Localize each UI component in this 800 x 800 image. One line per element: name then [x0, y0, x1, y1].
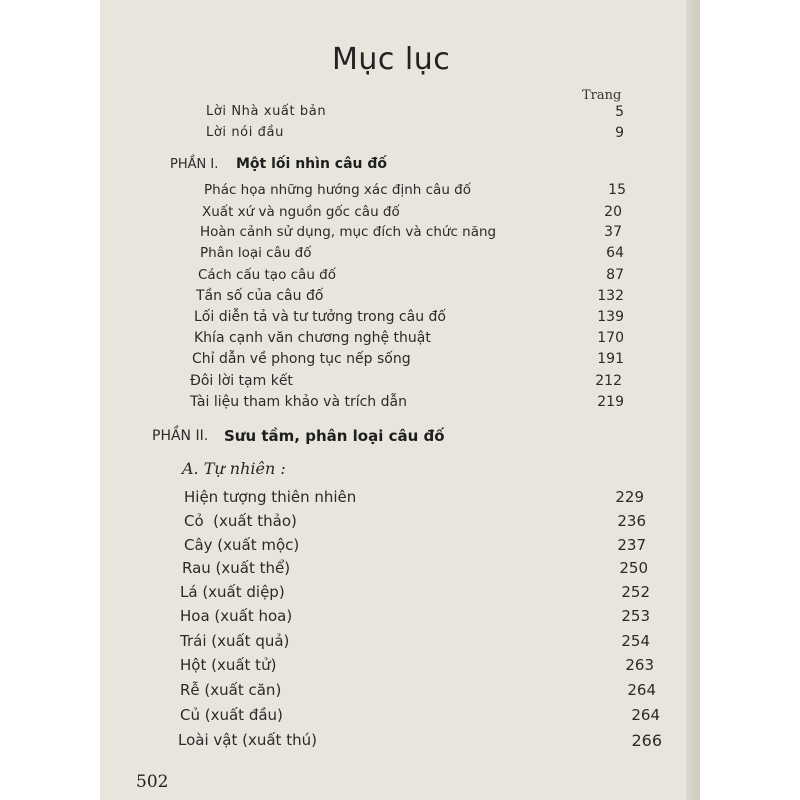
toc-entry-label: Rễ (xuất căn) [180, 681, 282, 699]
book-page [100, 0, 700, 800]
toc-entry [100, 104, 700, 126]
toc-entry-page: 139 [597, 309, 624, 325]
toc-entry-page: 20 [604, 204, 622, 220]
toc-entry [100, 182, 700, 204]
toc-entry-page: 236 [617, 512, 646, 530]
toc-entry-page: 219 [597, 394, 624, 410]
toc-entry-page: 191 [597, 351, 624, 367]
subsection-heading: A. Tự nhiên : [182, 459, 286, 478]
toc-entry-label: Lá (xuất diệp) [180, 583, 285, 601]
toc-entry-page: 37 [604, 224, 622, 240]
toc-entry-page: 87 [606, 267, 624, 283]
toc-entry-label: Hoa (xuất hoa) [180, 607, 293, 625]
toc-entry-label: Hột (xuất tử) [180, 656, 277, 674]
toc-entry-label: Củ (xuất đầu) [180, 706, 283, 724]
section-prefix: PHẦN II. [152, 428, 209, 444]
toc-entry-label: Đôi lời tạm kết [190, 373, 293, 389]
toc-entry-page: 252 [621, 583, 650, 601]
toc-entry-label: Hoàn cảnh sử dụng, mục đích và chức năng [200, 224, 497, 240]
section-title: Sưu tầm, phân loại câu đố [224, 427, 445, 445]
toc-entry-label: Lối diễn tả và tư tưởng trong câu đố [194, 309, 446, 325]
toc-entry [100, 656, 700, 678]
toc-entry-label: Lời nói đầu [206, 125, 284, 140]
toc-entry-label: Cách cấu tạo câu đố [198, 267, 336, 283]
toc-entry [100, 204, 700, 226]
toc-entry-page: 9 [615, 125, 624, 141]
toc-entry-page: 263 [625, 656, 654, 674]
toc-entry [100, 559, 700, 581]
toc-entry-page: 264 [631, 706, 660, 724]
toc-entry [100, 681, 700, 703]
toc-entry-page: 264 [627, 681, 656, 699]
toc-entry [100, 224, 700, 246]
toc-entry-label: Rau (xuất thể) [182, 559, 291, 577]
toc-entry-page: 253 [621, 607, 650, 625]
toc-entry [100, 731, 700, 753]
toc-entry-page: 64 [606, 245, 624, 261]
page-column-header: Trang [582, 88, 622, 103]
toc-entry [100, 330, 700, 352]
toc-entry-label: Chỉ dẫn về phong tục nếp sống [192, 351, 411, 367]
toc-entry [100, 351, 700, 373]
section-heading-part1 [100, 155, 700, 179]
toc-entry-label: Loài vật (xuất thú) [178, 731, 317, 749]
toc-entry-label: Tài liệu tham khảo và trích dẫn [190, 394, 407, 410]
toc-entry-label: Xuất xứ và nguồn gốc câu đố [202, 204, 400, 220]
toc-entry [100, 583, 700, 605]
toc-entry-page: 250 [619, 559, 648, 577]
toc-entry-page: 5 [615, 104, 624, 120]
toc-entry [100, 512, 700, 534]
section-heading-part2 [100, 426, 700, 450]
toc-entry-page: 132 [597, 288, 624, 304]
toc-entry-label: Lời Nhà xuất bản [206, 104, 327, 119]
toc-entry [100, 267, 700, 289]
toc-entry [100, 394, 700, 416]
toc-entry [100, 632, 700, 654]
toc-entry-label: Tần số của câu đố [196, 288, 324, 304]
toc-entry-page: 237 [617, 536, 646, 554]
toc-entry-page: 170 [597, 330, 624, 346]
toc-entry [100, 125, 700, 147]
section-prefix: PHẦN I. [170, 157, 219, 172]
toc-entry [100, 488, 700, 510]
page-title: Mục lục [332, 42, 451, 77]
toc-entry-label: Cây (xuất mộc) [184, 536, 300, 554]
toc-entry [100, 309, 700, 331]
toc-entry [100, 288, 700, 310]
toc-entry [100, 706, 700, 728]
toc-entry [100, 607, 700, 629]
toc-entry-page: 212 [595, 373, 622, 389]
toc-entry [100, 536, 700, 558]
toc-entry-page: 266 [631, 731, 662, 750]
toc-entry-page: 254 [621, 632, 650, 650]
toc-entry-label: Hiện tượng thiên nhiên [184, 488, 357, 506]
toc-entry-label: Trái (xuất quả) [180, 632, 290, 650]
toc-entry [100, 245, 700, 267]
toc-entry-label: Phân loại câu đố [200, 245, 312, 261]
toc-entry-page: 15 [608, 182, 626, 198]
toc-entry-page: 229 [615, 488, 644, 506]
toc-entry-label: Phác họa những hướng xác định câu đố [204, 182, 472, 198]
section-title: Một lối nhìn câu đố [236, 156, 388, 172]
toc-entry-label: Cỏ (xuất thảo) [184, 512, 297, 530]
toc-entry [100, 373, 700, 395]
toc-entry-label: Khía cạnh văn chương nghệ thuật [194, 330, 431, 346]
page-number: 502 [136, 772, 169, 792]
